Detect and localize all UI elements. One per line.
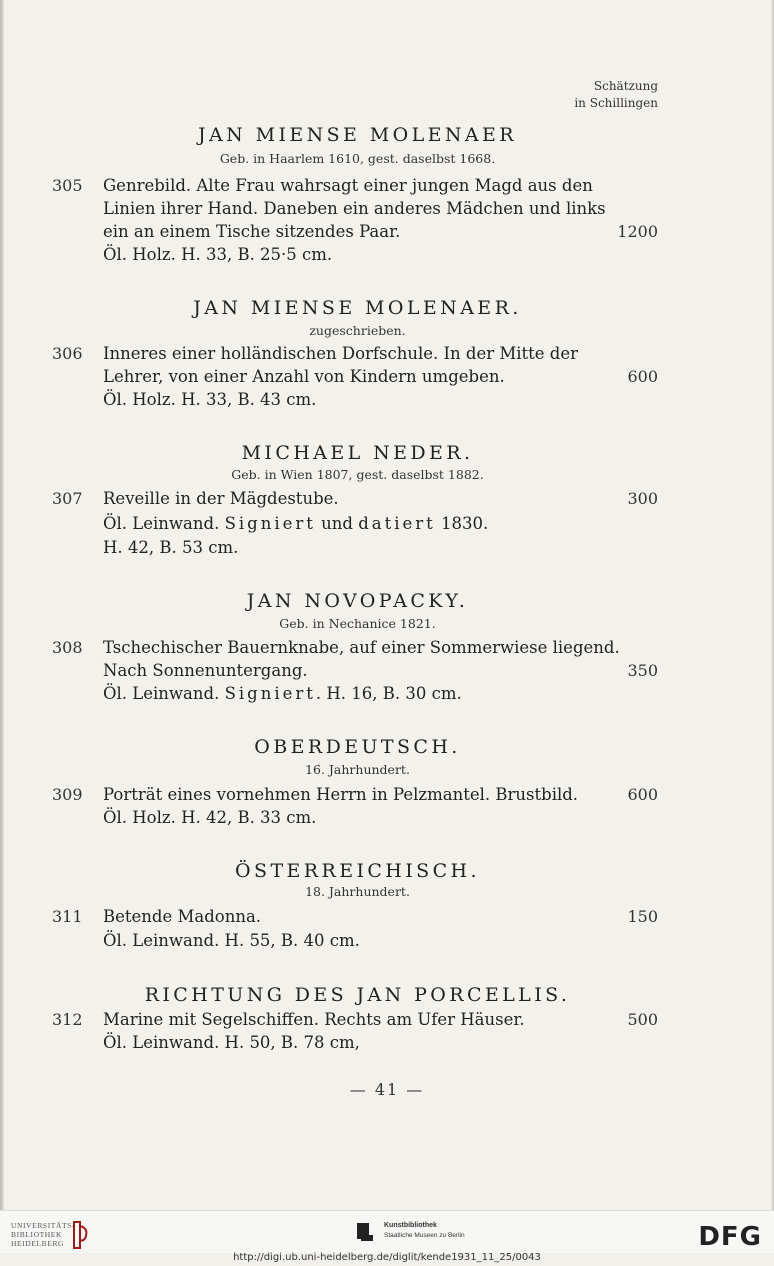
kunstbibliothek-label[interactable] — [384, 1221, 465, 1241]
estimate-header-line1: Schätzung — [593, 79, 658, 93]
lot-number: 306 — [52, 344, 83, 363]
source-url[interactable]: http://digi.ub.uni-heidelberg.de/diglit/kende1931_11_25/0043 — [233, 1252, 541, 1263]
lot-medium-line — [103, 684, 462, 703]
conjunction-text: und — [315, 514, 359, 533]
lot-description-line: Porträt eines vornehmen Herrn in Pelzmantel. Brustbild. — [103, 785, 579, 804]
artist-dates: Geb. in Nechanice 1821. — [279, 616, 436, 631]
lot-dimensions: Öl. Holz. H. 42, B. 33 cm. — [103, 808, 317, 827]
lot-estimate: 600 — [627, 785, 658, 804]
lot-number: 311 — [52, 907, 83, 926]
signed-text: Signiert — [224, 514, 316, 533]
school-heading: OBERDEUTSCH. — [254, 736, 461, 758]
kb-line2: Staatliche Museen zu Berlin — [384, 1232, 465, 1239]
dimensions-text: . H. 16, B. 30 cm. — [315, 684, 462, 703]
lot-description-line: Genrebild. Alte Frau wahrsagt einer jungen Magd aus den — [103, 176, 593, 195]
artist-heading: JAN MIENSE MOLENAER. — [193, 297, 522, 319]
century-note: 16. Jahrhundert. — [305, 762, 410, 777]
lot-dimensions: H. 42, B. 53 cm. — [103, 538, 239, 557]
lot-estimate: 350 — [627, 661, 658, 680]
lot-estimate: 600 — [627, 367, 658, 386]
lot-description-line: Reveille in der Mägdestube. — [103, 489, 339, 508]
artist-dates: Geb. in Haarlem 1610, gest. daselbst 1668. — [219, 151, 496, 166]
lot-number: 305 — [52, 176, 83, 195]
heidelberg-logo-icon[interactable] — [70, 1220, 92, 1250]
artist-heading: JAN NOVOPACKY. — [246, 590, 469, 612]
lot-description-line: Linien ihrer Hand. Daneben ein anderes Mädchen und links — [103, 199, 606, 218]
lot-dimensions: Öl. Holz. H. 33, B. 25·5 cm. — [103, 245, 333, 264]
school-heading: RICHTUNG DES JAN PORCELLIS. — [144, 984, 571, 1006]
kb-line1: Kunstbibliothek — [384, 1222, 437, 1229]
page-edge-left — [0, 0, 4, 1210]
artist-heading: JAN MIENSE MOLENAER — [197, 124, 518, 146]
lot-medium-line — [103, 514, 488, 533]
lot-description-line: Tschechischer Bauernknabe, auf einer Sommerwiese liegend. — [103, 638, 620, 657]
lot-dimensions: Öl. Leinwand. H. 50, B. 78 cm, — [103, 1033, 360, 1052]
century-note: 18. Jahrhundert. — [305, 884, 410, 899]
lot-description-line: Marine mit Segelschiffen. Rechts am Ufer Häuser. — [103, 1010, 525, 1029]
lot-description-line: Nach Sonnenuntergang. — [103, 661, 308, 680]
dated-text: datiert — [358, 514, 436, 533]
lot-description-line: Betende Madonna. — [103, 907, 262, 926]
lot-description-line: Inneres einer holländischen Dorfschule. In der Mitte der — [103, 344, 579, 363]
lot-number: 308 — [52, 638, 83, 657]
lot-dimensions: Öl. Leinwand. H. 55, B. 40 cm. — [103, 931, 360, 950]
uni-line1: UNIVERSITÄTS- — [11, 1221, 76, 1230]
lot-number: 309 — [52, 785, 83, 804]
artist-dates: Geb. in Wien 1807, gest. daselbst 1882. — [231, 467, 484, 482]
lot-estimate: 1200 — [617, 222, 658, 241]
medium-text: Öl. Leinwand. — [103, 514, 225, 533]
heidelberg-library-label[interactable] — [11, 1221, 75, 1248]
artist-heading: MICHAEL NEDER. — [241, 442, 474, 464]
signed-text: Signiert — [224, 684, 316, 703]
lot-estimate: 500 — [627, 1010, 658, 1029]
lot-description-line: ein an einem Tische sitzendes Paar. — [103, 222, 401, 241]
uni-line3: HEIDELBERG — [11, 1239, 65, 1248]
lot-number: 312 — [52, 1010, 83, 1029]
estimate-column-header — [538, 78, 658, 112]
estimate-header-line2: in Schillingen — [574, 96, 658, 110]
attribution-note: zugeschrieben. — [309, 323, 406, 338]
kunstbibliothek-logo-icon[interactable] — [355, 1221, 375, 1243]
school-heading: ÖSTERREICHISCH. — [235, 860, 480, 882]
page-number: — 41 — — [349, 1080, 425, 1099]
lot-number: 307 — [52, 489, 83, 508]
lot-description-line: Lehrer, von einer Anzahl von Kindern umgeben. — [103, 367, 505, 386]
uni-line2: BIBLIOTHEK — [11, 1230, 62, 1239]
lot-estimate: 150 — [627, 907, 658, 926]
lot-estimate: 300 — [627, 489, 658, 508]
dfg-logo[interactable]: DFG — [698, 1222, 762, 1252]
medium-text: Öl. Leinwand. — [103, 684, 225, 703]
year-text: 1830. — [435, 514, 489, 533]
lot-dimensions: Öl. Holz. H. 33, B. 43 cm. — [103, 390, 317, 409]
